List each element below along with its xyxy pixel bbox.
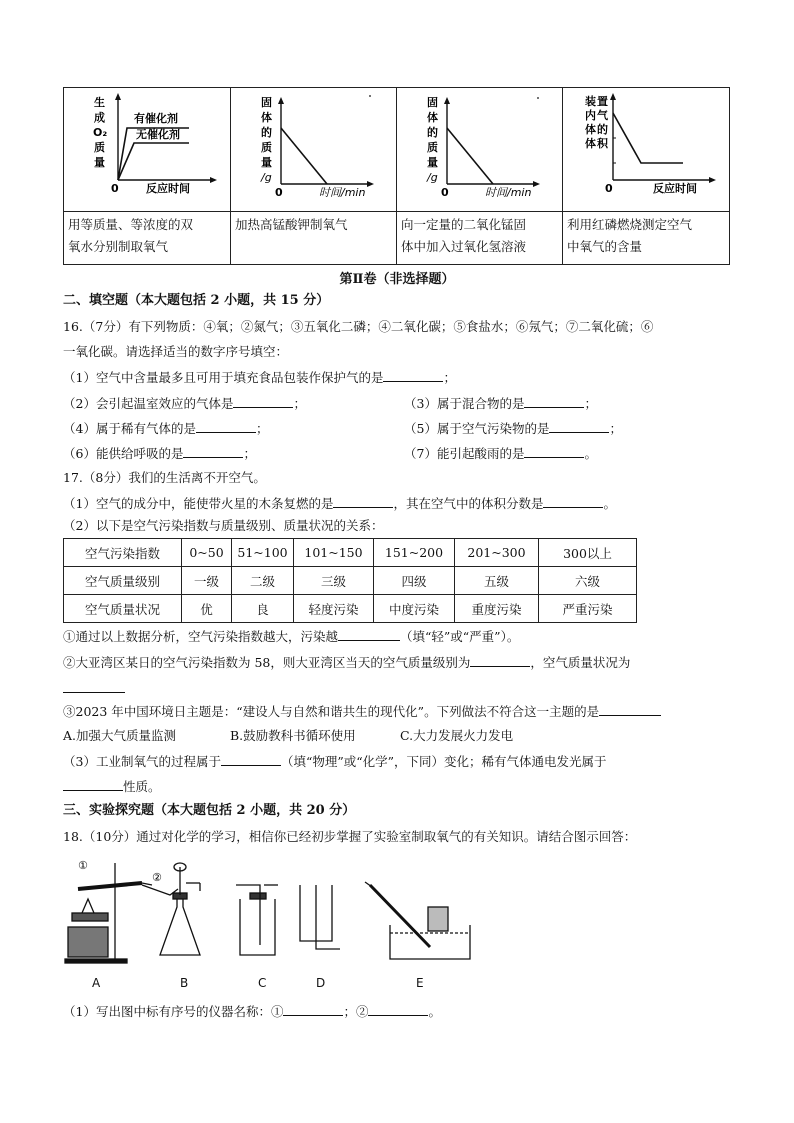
q17-c1: ①通过以上数据分析，空气污染指数越大，污染越 （填“轻”或“严重”）。 [63, 629, 520, 644]
blank[interactable] [63, 680, 125, 693]
graph-4-ylabel-3: 气 [597, 109, 608, 122]
table-cell: 严重污染 [539, 595, 637, 623]
graph-3 [397, 88, 562, 211]
graph-4-ylabel-0: 装 [585, 95, 596, 108]
graph-2-ylabel-1: 体 [261, 111, 272, 124]
q17-opt-b: B.鼓励教科书循环使用 [230, 728, 356, 743]
graph-2-curve [281, 128, 327, 184]
graph-4-origin: 0 [605, 182, 613, 195]
graph-2-origin: 0 [275, 186, 283, 199]
label-b: B [180, 976, 189, 990]
blank[interactable] [599, 703, 661, 716]
blank[interactable] [543, 495, 603, 508]
graph-1-ylabel-1: 成 [94, 111, 105, 124]
q16-s6: （6）能供给呼吸的是 ； [63, 446, 256, 461]
graph-table [63, 87, 730, 265]
blank[interactable] [233, 395, 293, 408]
q17-c2-cont [63, 680, 125, 697]
graph-caption-2: 加热高锰酸钾制氧气 [231, 212, 397, 265]
graph-3-xlabel: 时间/min [485, 186, 532, 199]
apparatus-d [300, 885, 340, 949]
table-cell: 201~300 [455, 539, 539, 567]
graph-4 [563, 88, 729, 211]
graph-1-ylabel-2: O₂ [93, 126, 108, 139]
q16-line1: 16.（7分）有下列物质：④氧；②氮气；③五氧化二磷；④二氧化碳；⑤食盐水；⑥氖气；⑦二氧化硫；⑥ [63, 319, 654, 334]
blank[interactable] [368, 1003, 428, 1016]
graph-caption-1: 用等质量、等浓度的双 氧水分别制取氧气 [64, 212, 231, 265]
table-cell: 重度污染 [455, 595, 539, 623]
blank[interactable] [383, 369, 443, 382]
graph-caption-4: 利用红磷燃烧测定空气 中氧气的含量 [563, 212, 730, 265]
apparatus-b [160, 863, 200, 955]
graph-1-xlabel: 反应时间 [146, 182, 190, 195]
table-cell: 空气污染指数 [64, 539, 182, 567]
q17-line1: 17.（8分）我们的生活离不开空气。 [63, 470, 266, 485]
graph-cell-3 [397, 88, 563, 212]
graph-2-ylabel-3: 质 [261, 141, 272, 154]
q16-s3: （3）属于混合物的是 ； [404, 396, 597, 411]
label-c: C [258, 976, 267, 990]
blank[interactable] [283, 1003, 343, 1016]
label-d: D [316, 976, 326, 990]
graph-1-origin: 0 [111, 182, 119, 195]
table-cell: 空气质量状况 [64, 595, 182, 623]
table-cell: 轻度污染 [294, 595, 374, 623]
graph-1-curve-no-catalyst [118, 143, 189, 180]
q17-s3: （3）工业制氧气的过程属于 （填“物理”或“化学”，下同）变化；稀有气体通电发光属于 [63, 754, 607, 769]
graph-3-yunit: /g [427, 171, 438, 184]
blank[interactable] [63, 778, 123, 791]
table-cell: 空气质量级别 [64, 567, 182, 595]
blank[interactable] [196, 420, 256, 433]
graph-1-line2-label: 无催化剂 [136, 128, 180, 141]
graph-2-ylabel-0: 固 [261, 96, 272, 109]
graph-1-ylabel-0: 生 [94, 96, 105, 109]
q17-s1: （1）空气的成分中，能使带火星的木条复燃的是 ，其在空气中的体积分数是 。 [63, 496, 616, 511]
q17-opt-c: C.大力发展火力发电 [400, 728, 514, 743]
table-cell: 四级 [374, 567, 455, 595]
graph-2 [231, 88, 396, 211]
apparatus-e [365, 882, 470, 959]
label-a: A [92, 976, 101, 990]
table-cell: 一级 [182, 567, 232, 595]
graph-4-curve [613, 113, 683, 163]
graph-cell-1 [64, 88, 231, 212]
table-cell: 二级 [232, 567, 294, 595]
marker-2: ② [152, 871, 162, 884]
q17-c3: ③2023 年中国环境日主题是：“建设人与自然和谐共生的现代化”。下列做法不符合这一主题的是 [63, 703, 661, 720]
q17-opt-a: A.加强大气质量监测 [63, 728, 177, 743]
q17-s3-cont: 性质。 [63, 778, 161, 795]
table-cell: 五级 [455, 567, 539, 595]
graph-4-ylabel-7: 积 [597, 137, 608, 150]
blank[interactable] [333, 495, 393, 508]
graph-4-ylabel-1: 置 [597, 95, 608, 108]
blank[interactable] [524, 445, 584, 458]
graph-2-ylabel-2: 的 [261, 126, 272, 139]
graph-cell-2 [231, 88, 397, 212]
q17-c2: ②大亚湾区某日的空气污染指数为 58，则大亚湾区当天的空气质量级别为 ，空气质量状况为 [63, 655, 631, 670]
graph-1-line1-label: 有催化剂 [134, 112, 178, 125]
part3-header: 三、实验探究题（本大题包括 2 小题，共 20 分） [63, 803, 356, 818]
blank[interactable] [183, 445, 243, 458]
table-cell: 中度污染 [374, 595, 455, 623]
graph-4-ylabel-6: 体 [585, 137, 596, 150]
blank[interactable] [549, 420, 609, 433]
table-row [64, 567, 637, 595]
graph-4-ylabel-4: 体 [585, 123, 596, 136]
graph-2-xlabel: 时间/min [319, 186, 366, 199]
graph-3-ylabel-2: 的 [427, 126, 438, 139]
lab-apparatus-figure [60, 855, 480, 970]
graph-3-ylabel-4: 量 [427, 156, 438, 169]
graph-4-ylabel-5: 的 [597, 123, 608, 136]
air-quality-table [63, 538, 637, 623]
graph-3-origin: 0 [441, 186, 449, 199]
label-e: E [416, 976, 424, 990]
q16-s5: （5）属于空气污染物的是 ； [404, 421, 622, 436]
q16-line2: 一氧化碳。请选择适当的数字序号填空： [63, 344, 289, 359]
table-cell: 三级 [294, 567, 374, 595]
graph-4-ylabel-2: 内 [585, 109, 596, 122]
q17-s2: （2）以下是空气污染指数与质量级别、质量状况的关系： [63, 518, 384, 533]
table-cell: 300以上 [539, 539, 637, 567]
table-cell: 51~100 [232, 539, 294, 567]
q16-s2: （2）会引起温室效应的气体是 ； [63, 396, 306, 411]
blank[interactable] [470, 654, 530, 667]
section-title: 第Ⅱ卷（非选择题） [339, 272, 455, 287]
graph-3-ylabel-0: 固 [427, 96, 438, 109]
marker-1: ① [78, 859, 88, 872]
graph-2-ylabel-4: 量 [261, 156, 272, 169]
apparatus-c [236, 885, 278, 955]
table-cell: 101~150 [294, 539, 374, 567]
graph-3-ylabel-3: 质 [427, 141, 438, 154]
q16-s7: （7）能引起酸雨的是 。 [404, 446, 597, 461]
graph-cell-4 [563, 88, 730, 212]
table-row [64, 595, 637, 623]
q16-s1: （1）空气中含量最多且可用于填充食品包装作保护气的是 ； [63, 370, 456, 385]
table-cell: 六级 [539, 567, 637, 595]
table-row [64, 539, 637, 567]
graph-4-xlabel: 反应时间 [653, 182, 697, 195]
graph-2-yunit: /g [261, 171, 272, 184]
q18-line1: 18.（10分）通过对化学的学习，相信你已经初步掌握了实验室制取氧气的有关知识。请结合图示回答： [63, 829, 637, 844]
blank[interactable] [338, 628, 400, 641]
graph-1 [64, 88, 230, 211]
q18-s1: （1）写出图中标有序号的仪器名称：① ；② 。 [63, 1004, 441, 1019]
graph-3-ylabel-1: 体 [427, 111, 438, 124]
graph-3-curve [447, 128, 493, 184]
table-cell: 优 [182, 595, 232, 623]
blank[interactable] [524, 395, 584, 408]
blank[interactable] [221, 753, 281, 766]
graph-caption-3: 向一定量的二氧化锰固 体中加入过氧化氢溶液 [397, 212, 563, 265]
part2-header: 二、填空题（本大题包括 2 小题，共 15 分） [63, 293, 330, 308]
q16-s4: （4）属于稀有气体的是 ； [63, 421, 269, 436]
table-cell: 151~200 [374, 539, 455, 567]
table-cell: 良 [232, 595, 294, 623]
graph-1-ylabel-4: 量 [94, 156, 105, 169]
graph-1-ylabel-3: 质 [94, 141, 105, 154]
table-cell: 0~50 [182, 539, 232, 567]
